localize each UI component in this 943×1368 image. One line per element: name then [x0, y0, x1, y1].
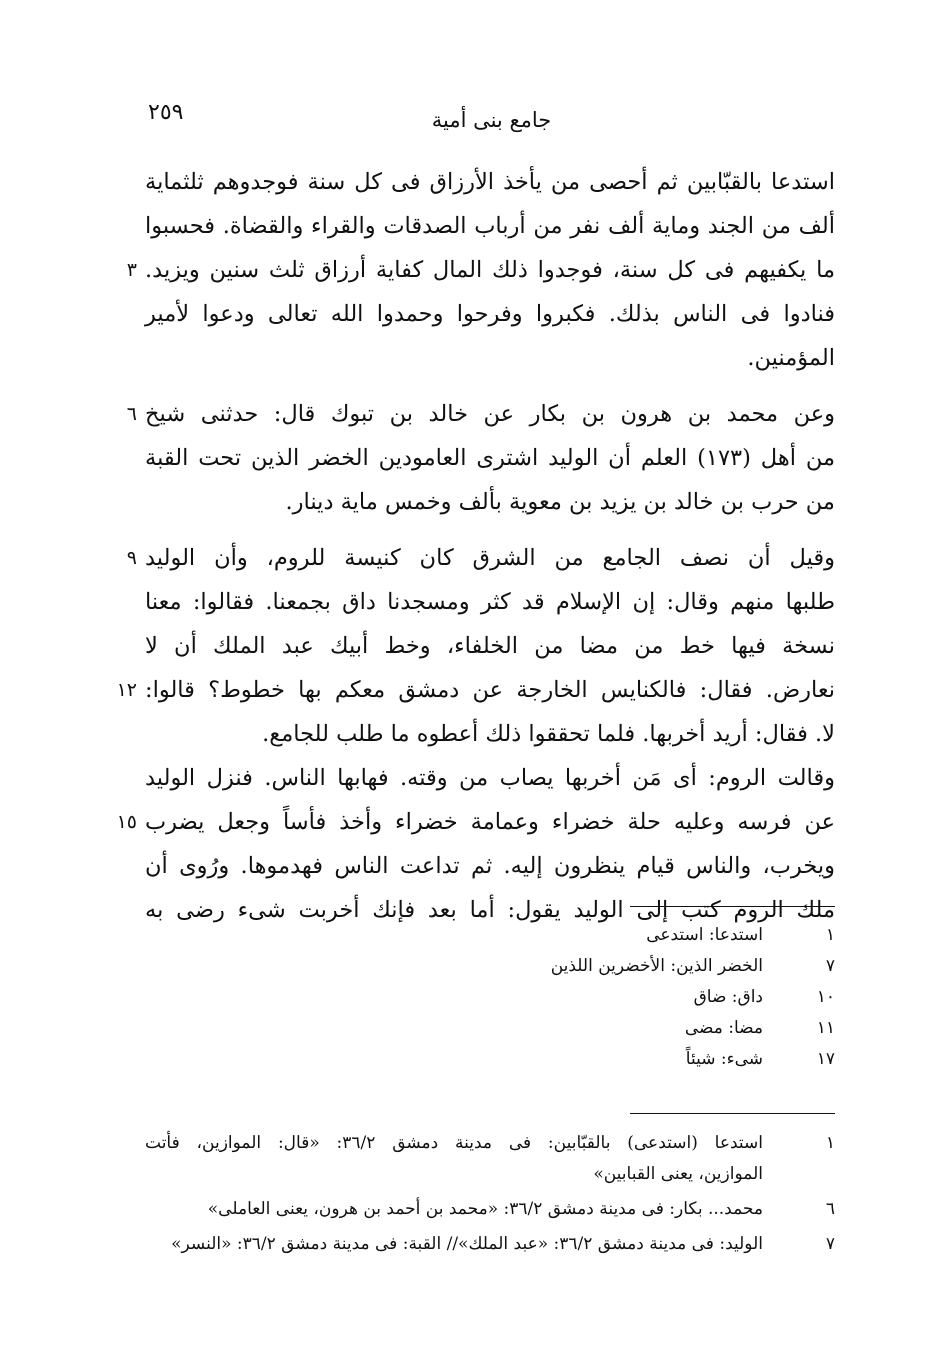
page-number: ٢٥٩: [148, 100, 184, 125]
text-line: [126, 392, 835, 436]
variant-line-number: ٧: [825, 956, 835, 976]
line-text: فنادوا فى الناس بذلك. فكبروا وفرحوا وحمدوا الله تعالى ودعوا لأمير: [145, 301, 835, 327]
line-number: ٣: [126, 259, 137, 281]
variant-text: استدعا: استدعى: [646, 925, 763, 945]
line-text: نعارض. فقال: فالكنايس الخارجة عن دمشق معكم بها خطوط؟ قالوا:: [145, 677, 835, 703]
line-text: لا. فقال: أريد أخربها. فلما تحققوا ذلك أعطوه ما طلب للجامع.: [262, 721, 835, 747]
variant-text: داق: ضاق: [693, 987, 763, 1007]
text-line: [145, 292, 835, 336]
text-line: [145, 712, 835, 756]
text-line: [145, 624, 835, 668]
text-line: [145, 160, 835, 204]
variant-line-number: ١١: [816, 1018, 835, 1038]
footnote-text: استدعا (استدعى) بالقبّابين: فى مدينة دمشق ٣٦/٢: «قال: الموازين، فأتت: [145, 1133, 764, 1153]
text-line: [116, 800, 835, 844]
text-line: [126, 248, 835, 292]
line-text: ويخرب، والناس قيام ينظرون إليه. ثم تداعت الناس فهدموها. ورُوى أن: [145, 853, 835, 879]
variant-entry: [145, 920, 835, 951]
footnote-text: الموازين، يعنى القبابين»: [593, 1164, 763, 1184]
line-number: ٩: [126, 547, 137, 569]
line-text: ما يكفيهم فى كل سنة، فوجدوا ذلك المال كفاية أرزاق ثلث سنين ويزيد.: [145, 257, 835, 283]
line-text: وقالت الروم: أى مَن أخربها يصاب من وقته. فهابها الناس. فنزل الوليد: [145, 765, 835, 791]
notes-divider: [630, 1113, 835, 1114]
line-text: ملك الروم كتب إلى الوليد يقول: أما بعد فإنك أخربت شىء رضى به: [145, 897, 835, 923]
text-line: [145, 436, 835, 480]
footnote-line-number: ٧: [825, 1234, 835, 1254]
variant-text: مضا: مضى: [684, 1018, 763, 1038]
line-text: من حرب بن خالد بن يزيد بن معوية بألف وخمس ماية دينار.: [285, 489, 835, 515]
footnotes: [145, 1128, 835, 1260]
variants-divider: [630, 906, 835, 907]
line-text: المؤمنين.: [747, 345, 835, 371]
text-line: [145, 480, 835, 524]
line-text: ألف من الجند وماية ألف نفر من أرباب الصدقات والقراء والقضاة. فحسبوا: [145, 213, 835, 239]
footnote-line-number: ٦: [825, 1199, 835, 1219]
footnote-entry: [145, 1194, 835, 1225]
text-line: [145, 580, 835, 624]
text-line: [145, 756, 835, 800]
line-text: وقيل أن نصف الجامع من الشرق كان كنيسة للروم، وأن الوليد: [145, 545, 835, 571]
line-text: طلبها منهم وقال: إن الإسلام قد كثر ومسجدنا داق بجمعنا. فقالوا: معنا: [145, 589, 835, 615]
variant-text: الخضر الذين: الأخضرين اللذين: [550, 956, 763, 976]
variant-entry: [145, 1044, 835, 1075]
footnote-entry: [145, 1229, 835, 1260]
variant-entry: [145, 1013, 835, 1044]
line-number: ١٢: [116, 679, 137, 701]
line-text: استدعا بالقبّابين ثم أحصى من يأخذ الأرزاق فى كل سنة فوجدوهم ثلثماية: [145, 169, 835, 195]
running-title: جامع بنى أمية: [431, 108, 552, 132]
line-number: ٦: [126, 403, 137, 425]
footnote-text: الوليد: فى مدينة دمشق ٣٦/٢: «عبد الملك»// القبة: فى مدينة دمشق ٣٦/٢: «النسر»: [171, 1234, 763, 1254]
line-text: نسخة فيها خط من مضا من الخلفاء، وخط أبيك عبد الملك أن لا: [145, 633, 835, 659]
variant-apparatus: [145, 920, 835, 1075]
line-number: ١٥: [116, 811, 137, 833]
text-line: [145, 336, 835, 380]
variant-entry: [145, 951, 835, 982]
footnote-line-number: ١: [825, 1133, 835, 1153]
variant-entry: [145, 982, 835, 1013]
variant-line-number: ١٧: [816, 1049, 835, 1069]
text-line: [145, 844, 835, 888]
text-line: [126, 536, 835, 580]
variant-line-number: ١: [825, 925, 835, 945]
footnote-text: محمد... بكار: فى مدينة دمشق ٣٦/٢: «محمد بن أحمد بن هرون، يعنى العاملى»: [207, 1199, 763, 1219]
main-text: [116, 160, 835, 932]
variant-line-number: ١٠: [816, 987, 835, 1007]
variant-text: شىء: شيئاً: [685, 1049, 763, 1069]
text-line: [116, 668, 835, 712]
text-line: [145, 204, 835, 248]
line-text: من أهل (١٧٣) العلم أن الوليد اشترى العامودين الخضر الذين تحت القبة: [145, 445, 835, 471]
footnote-entry: [145, 1128, 835, 1190]
line-text: وعن محمد بن هرون بن بكار عن خالد بن تبوك قال: حدثنى شيخ: [145, 401, 835, 427]
line-text: عن فرسه وعليه حلة خضراء وعمامة خضراء وأخذ فأساً وجعل يضرب: [145, 809, 835, 835]
